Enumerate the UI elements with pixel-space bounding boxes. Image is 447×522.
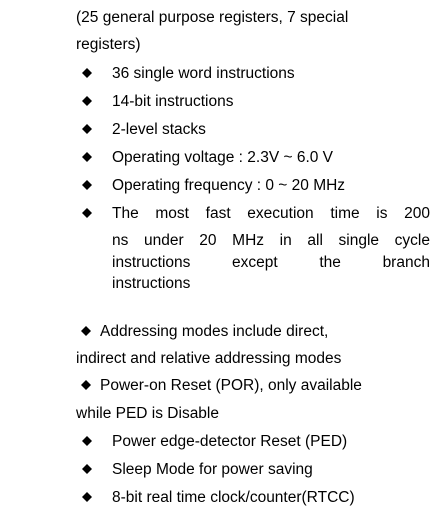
- intro-line-1: (25 general purpose registers, 7 special: [76, 9, 349, 26]
- diamond-bullet-icon: [82, 492, 92, 502]
- addressing-line-1: [81, 322, 328, 341]
- exec-time-word: the: [319, 253, 341, 271]
- diamond-bullet-icon: [82, 208, 92, 218]
- list-item: [81, 432, 431, 450]
- exec-time-block: [112, 230, 430, 295]
- por-text: Power-on Reset (POR), only available: [100, 377, 362, 394]
- diamond-bullet-icon: [82, 464, 92, 474]
- bullet-text: 36 single word instructions: [112, 65, 295, 82]
- list-item: [81, 460, 431, 478]
- list-item: [81, 92, 431, 110]
- bullet-text: 2-level stacks: [112, 121, 206, 138]
- exec-time-line-1: The most fast execution time is 200: [112, 205, 430, 222]
- exec-time-word: branch: [382, 253, 430, 271]
- list-item: [81, 148, 431, 166]
- list-item: [81, 120, 431, 138]
- addressing-line-2: indirect and relative addressing modes: [76, 350, 342, 367]
- bullet-text: Operating voltage : 2.3V ~ 6.0 V: [112, 149, 334, 166]
- bullet-text: 14-bit instructions: [112, 93, 234, 110]
- bullet-text: Power edge-detector Reset (PED): [112, 433, 348, 450]
- diamond-bullet-icon: [81, 326, 91, 336]
- diamond-bullet-icon: [82, 180, 92, 190]
- exec-time-word: except: [232, 253, 278, 271]
- list-item: [81, 176, 431, 194]
- por-line-2: while PED is Disable: [76, 405, 219, 422]
- diamond-bullet-icon: [82, 436, 92, 446]
- diamond-bullet-icon: [82, 96, 92, 106]
- exec-time-line-4: instructions: [112, 275, 191, 292]
- bullet-text: 8-bit real time clock/counter(RTCC): [112, 489, 355, 506]
- exec-time-line-3: [112, 252, 430, 274]
- intro-line-2: registers): [76, 36, 141, 53]
- exec-time-line-2: ns under 20 MHz in all single cycle: [112, 232, 430, 249]
- list-item: [81, 488, 431, 506]
- por-line-1: [81, 376, 362, 395]
- diamond-bullet-icon: [81, 380, 91, 390]
- diamond-bullet-icon: [82, 152, 92, 162]
- addressing-text: Addressing modes include direct,: [100, 323, 329, 340]
- list-item: [81, 64, 431, 82]
- bullet-text: Operating frequency : 0 ~ 20 MHz: [112, 177, 346, 194]
- diamond-bullet-icon: [82, 124, 92, 134]
- diamond-bullet-icon: [82, 68, 92, 78]
- bullet-text: Sleep Mode for power saving: [112, 461, 313, 478]
- exec-time-word: instructions: [112, 253, 191, 271]
